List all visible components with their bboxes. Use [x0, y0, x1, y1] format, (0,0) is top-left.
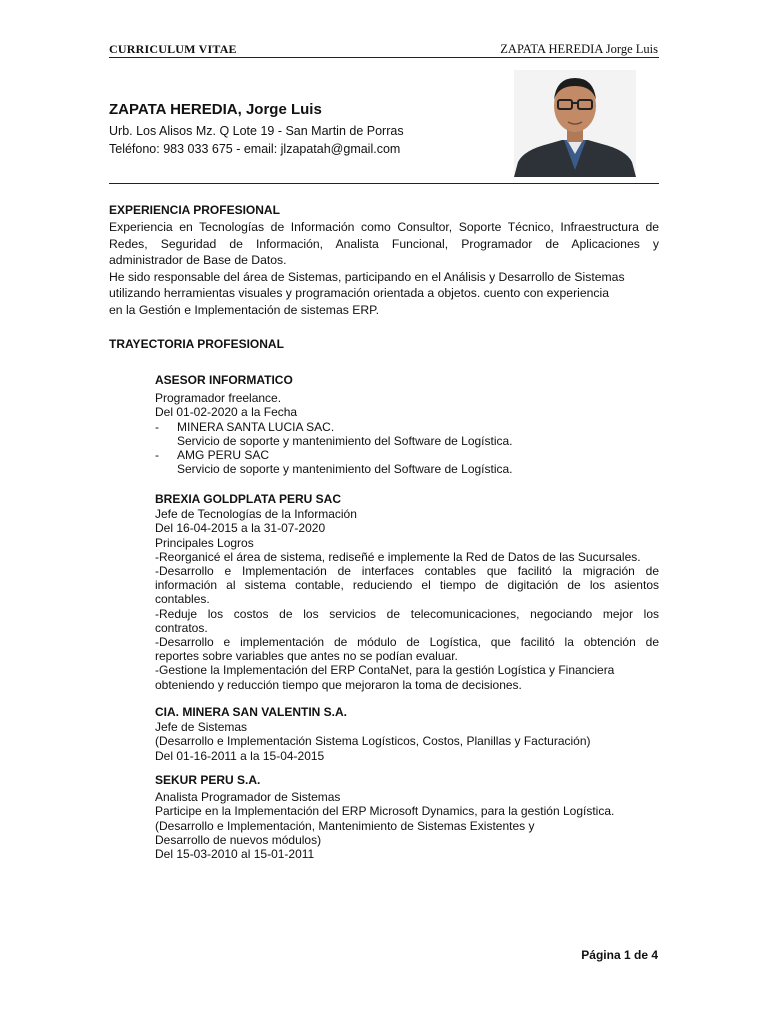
experiencia-paragraph — [109, 219, 659, 319]
client-description: Servicio de soporte y mantenimiento del Software de Logística. — [177, 433, 513, 448]
job-period: Del 16-04-2015 a la 31-07-2020 — [155, 521, 326, 536]
logro-line: -Desarrollo e implementación de módulo de Logística, que facilitó la obtención de — [155, 635, 659, 650]
section-title-trayectoria: TRAYECTORIA PROFESIONAL — [109, 337, 284, 351]
job-entry — [155, 773, 659, 861]
job-company: CIA. MINERA SAN VALENTIN S.A. — [155, 705, 348, 719]
job-period: Del 01-02-2020 a la Fecha — [155, 405, 298, 420]
experiencia-line: He sido responsable del área de Sistemas, participando en el Análisis y Desarrollo de Sistemas — [109, 269, 625, 284]
client-dash: - — [155, 419, 159, 434]
logro-line: -Gestione la Implementación del ERP ContaNet, para la gestión Logística y Financiera — [155, 663, 615, 678]
client-dash: - — [155, 448, 159, 463]
job-role: Jefe de Sistemas — [155, 720, 248, 735]
experiencia-line: Redes, Seguridad de Información, Analista Funcional, Programador de Aplicaciones y — [109, 236, 659, 251]
header-title: CURRICULUM VITAE — [109, 42, 237, 56]
job-entry — [155, 373, 659, 476]
logro-line: -Reorganicé el área de sistema, rediseñé e implemente la Red de Datos de las Sucursales. — [155, 549, 641, 564]
job-company: BREXIA GOLDPLATA PERU SAC — [155, 492, 342, 506]
job-period: Del 01-16-2011 a la 15-04-2015 — [155, 748, 325, 763]
section-title-experiencia: EXPERIENCIA PROFESIONAL — [109, 203, 280, 217]
client-name: MINERA SANTA LUCIA SAC. — [177, 419, 335, 434]
job-period: Del 15-03-2010 al 15-01-2011 — [155, 847, 315, 862]
logro-line: contables. — [155, 592, 210, 607]
job-line: (Desarrollo e Implementación, Mantenimiento de Sistemas Existentes y — [155, 818, 535, 833]
logro-line: reportes sobre variables que antes no se podían evaluar. — [155, 649, 458, 664]
client-item — [155, 448, 659, 462]
logro-line: -Desarrollo e Implementación de interfaces contables que facilitó la migración de — [155, 564, 659, 579]
job-detail: (Desarrollo e Implementación Sistema Logísticos, Costos, Planillas y Facturación) — [155, 734, 591, 749]
candidate-address: Urb. Los Alisos Mz. Q Lote 19 - San Martin de Porras — [109, 124, 404, 138]
job-role: Programador freelance. — [155, 391, 282, 406]
header-name: ZAPATA HEREDIA Jorge Luis — [500, 42, 658, 56]
header-divider — [109, 57, 659, 58]
experiencia-line: utilizando herramientas visuales y programación orientada a objetos. cuento con experiencia — [109, 286, 609, 301]
page-number: Página 1 de 4 — [581, 948, 658, 962]
experiencia-line: administrador de Base de Datos. — [109, 253, 287, 268]
logro-line: contratos. — [155, 620, 208, 635]
client-item — [155, 420, 659, 434]
logro-line: obteniendo y reducción tiempo que mejoraron la toma de decisiones. — [155, 677, 522, 692]
client-description: Servicio de soporte y mantenimiento del Software de Logística. — [177, 462, 513, 477]
profile-photo — [514, 70, 636, 177]
client-name: AMG PERU SAC — [177, 448, 270, 463]
job-entry — [155, 492, 659, 692]
experiencia-line: Experiencia en Tecnologías de Información como Consultor, Soporte Técnico, Infraestructura de — [109, 220, 659, 234]
candidate-contact: Teléfono: 983 033 675 - email: jlzapatah@gmail.com — [109, 142, 401, 156]
candidate-name: ZAPATA HEREDIA, Jorge Luis — [109, 101, 322, 118]
job-role: Analista Programador de Sistemas — [155, 790, 341, 805]
job-company: ASESOR INFORMATICO — [155, 373, 293, 387]
job-line: Participe en la Implementación del ERP Microsoft Dynamics, para la gestión Logística. — [155, 804, 615, 819]
logro-line: información al sistema contable, reduciendo el tiempo de digitación de los asientos — [155, 578, 659, 593]
logro-line: -Reduje los costos de los servicios de telecomunicaciones, negociando mejor los — [155, 606, 659, 621]
job-role: Jefe de Tecnologías de la Información — [155, 507, 357, 522]
section-divider — [109, 183, 659, 184]
job-entry — [155, 705, 659, 763]
job-company: SEKUR PERU S.A. — [155, 773, 261, 787]
person-photo-icon — [514, 70, 636, 177]
job-line: Desarrollo de nuevos módulos) — [155, 832, 322, 847]
experiencia-line: en la Gestión e Implementación de sistemas ERP. — [109, 302, 380, 317]
logros-title: Principales Logros — [155, 535, 254, 550]
